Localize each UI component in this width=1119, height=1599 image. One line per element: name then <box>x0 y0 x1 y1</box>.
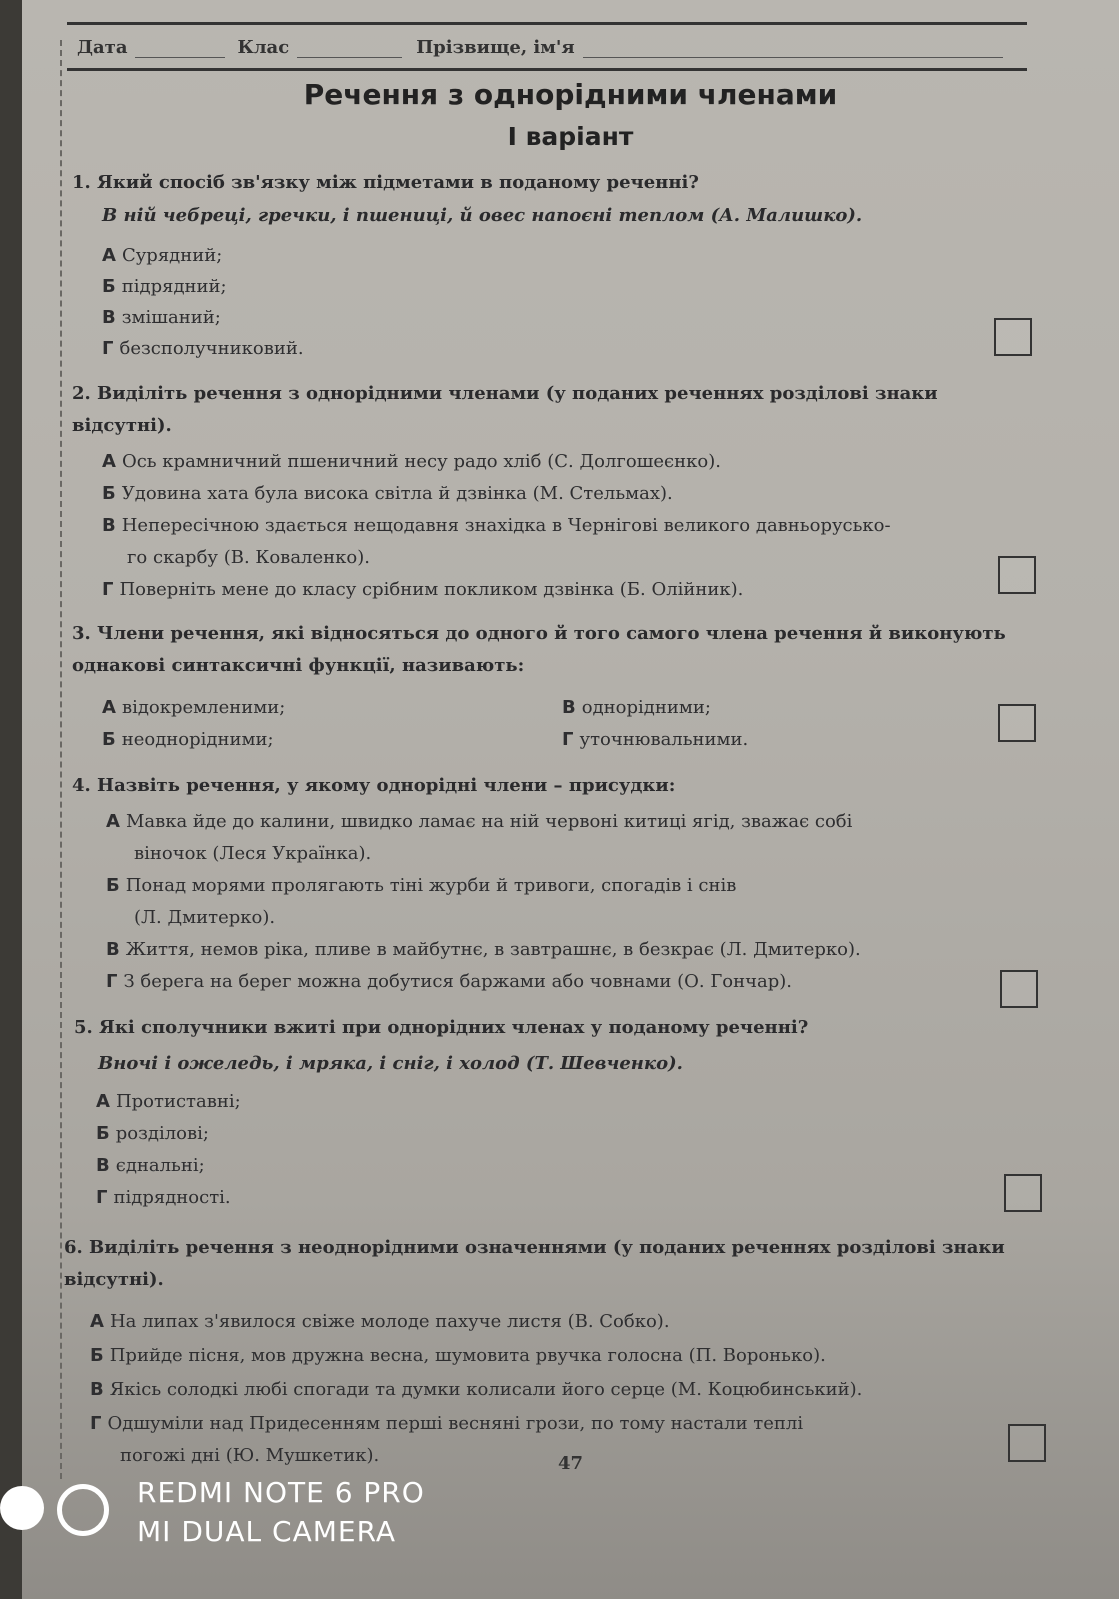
q6-option-a[interactable]: А На липах з'явилося свіже молоде пахуче листя (В. Собко). <box>90 1311 670 1332</box>
q4-option-d[interactable]: Г З берега на берег можна добутися баржами або човнами (О. Гончар). <box>106 971 792 992</box>
q3-option-d[interactable]: Г уточнювальними. <box>562 729 749 750</box>
q4-option-a-cont: віночок (Леся Українка). <box>134 843 372 864</box>
header-rule-bottom <box>67 68 1027 71</box>
q1-answer-box[interactable] <box>994 318 1032 356</box>
question-5: 5. Які сполучники вжиті при однорідних членах у поданому реченні? <box>74 1017 809 1038</box>
name-blank <box>583 39 1003 58</box>
variant-title: I варіант <box>507 122 634 151</box>
student-info-header <box>77 28 1027 58</box>
q5-answer-box[interactable] <box>1004 1174 1042 1212</box>
question-6: 6. Виділіть речення з неоднорідними означеннями (у поданих реченнях розділові знаки відсутні). <box>64 1237 1005 1290</box>
q5-option-b[interactable]: Б розділові; <box>96 1123 209 1144</box>
class-blank <box>297 39 402 58</box>
camera-dot-icon <box>0 1486 44 1530</box>
question-2: 2. Виділіть речення з однорідними членами (у поданих реченнях розділові знаки відсутні). <box>72 383 938 436</box>
name-label: Прізвище, ім'я <box>416 37 575 58</box>
q1-option-d[interactable]: Г безсполучниковий. <box>102 338 304 359</box>
q4-option-c[interactable]: В Життя, немов ріка, пливе в майбутнє, в завтрашнє, в безкрає (Л. Дмитерко). <box>106 939 861 960</box>
q6-option-d-cont: погожі дні (Ю. Мушкетик). <box>120 1445 380 1466</box>
q1-option-c[interactable]: В змішаний; <box>102 307 221 328</box>
q3-answer-box[interactable] <box>998 704 1036 742</box>
question-1: 1. Який спосіб зв'язку між підметами в поданому реченні? <box>72 172 699 193</box>
question-5-example: Вночі і ожеледь, і мряка, і сніг, і холод (Т. Шевченко). <box>98 1053 683 1074</box>
q6-option-c[interactable]: В Якісь солодкі любі спогади та думки колисали його серце (М. Коцюбинський). <box>90 1379 863 1400</box>
q1-option-a[interactable]: А Сурядний; <box>102 245 223 266</box>
date-blank <box>135 39 225 58</box>
question-1-example: В ній чебреці, гречки, і пшениці, й овес напоєні теплом (А. Малишко). <box>102 205 863 226</box>
question-3: 3. Члени речення, які відносяться до одного й того самого члена речення й виконують однакові синтаксичні функції, називають: <box>72 623 1006 676</box>
q3-option-b[interactable]: Б неоднорідними; <box>102 729 274 750</box>
camera-ring-icon <box>57 1484 109 1536</box>
q6-option-b[interactable]: Б Прийде пісня, мов дружна весна, шумовита рвучка голосна (П. Воронько). <box>90 1345 826 1366</box>
q4-option-b-cont: (Л. Дмитерко). <box>134 907 276 928</box>
question-4: 4. Назвіть речення, у якому однорідні члени – присудки: <box>72 775 676 796</box>
q5-option-c[interactable]: В єднальні; <box>96 1155 205 1176</box>
worksheet-page <box>22 0 1119 1599</box>
q2-option-b[interactable]: Б Удовина хата була висока світла й дзвінка (М. Стельмах). <box>102 483 673 504</box>
q4-option-b[interactable]: Б Понад морями пролягають тіні журби й тривоги, спогадів і снів <box>106 875 737 896</box>
q2-option-c-cont: го скарбу (В. Коваленко). <box>127 547 370 568</box>
page-title: Речення з однорідними членами <box>303 78 838 111</box>
q6-option-d[interactable]: Г Одшуміли над Придесенням перші весняні грози, по тому настали теплі <box>90 1413 804 1434</box>
q5-option-d[interactable]: Г підрядності. <box>96 1187 231 1208</box>
camera-watermark-line1: REDMI NOTE 6 PRO <box>137 1476 425 1509</box>
q3-option-c[interactable]: В однорідними; <box>562 697 711 718</box>
q1-option-b[interactable]: Б підрядний; <box>102 276 227 297</box>
q2-answer-box[interactable] <box>998 556 1036 594</box>
q4-option-a[interactable]: А Мавка йде до калини, швидко ламає на ній червоні китиці ягід, зважає собі <box>106 811 853 832</box>
page-number: 47 <box>557 1453 584 1474</box>
header-rule-top <box>67 22 1027 25</box>
q5-option-a[interactable]: А Протиставні; <box>96 1091 241 1112</box>
q4-answer-box[interactable] <box>1000 970 1038 1008</box>
camera-watermark-line2: MI DUAL CAMERA <box>137 1515 397 1548</box>
q3-option-a[interactable]: А відокремленими; <box>102 697 286 718</box>
q2-option-c[interactable]: В Непересічною здається нещодавня знахідка в Чернігові великого давньорусько- <box>102 515 891 536</box>
date-label: Дата <box>77 37 128 58</box>
q2-option-a[interactable]: А Ось крамничний пшеничний несу радо хліб (С. Долгошеєнко). <box>102 451 721 472</box>
class-label: Клас <box>237 37 290 58</box>
q2-option-d[interactable]: Г Поверніть мене до класу срібним покликом дзвінка (Б. Олійник). <box>102 579 744 600</box>
cut-line <box>60 40 62 1479</box>
